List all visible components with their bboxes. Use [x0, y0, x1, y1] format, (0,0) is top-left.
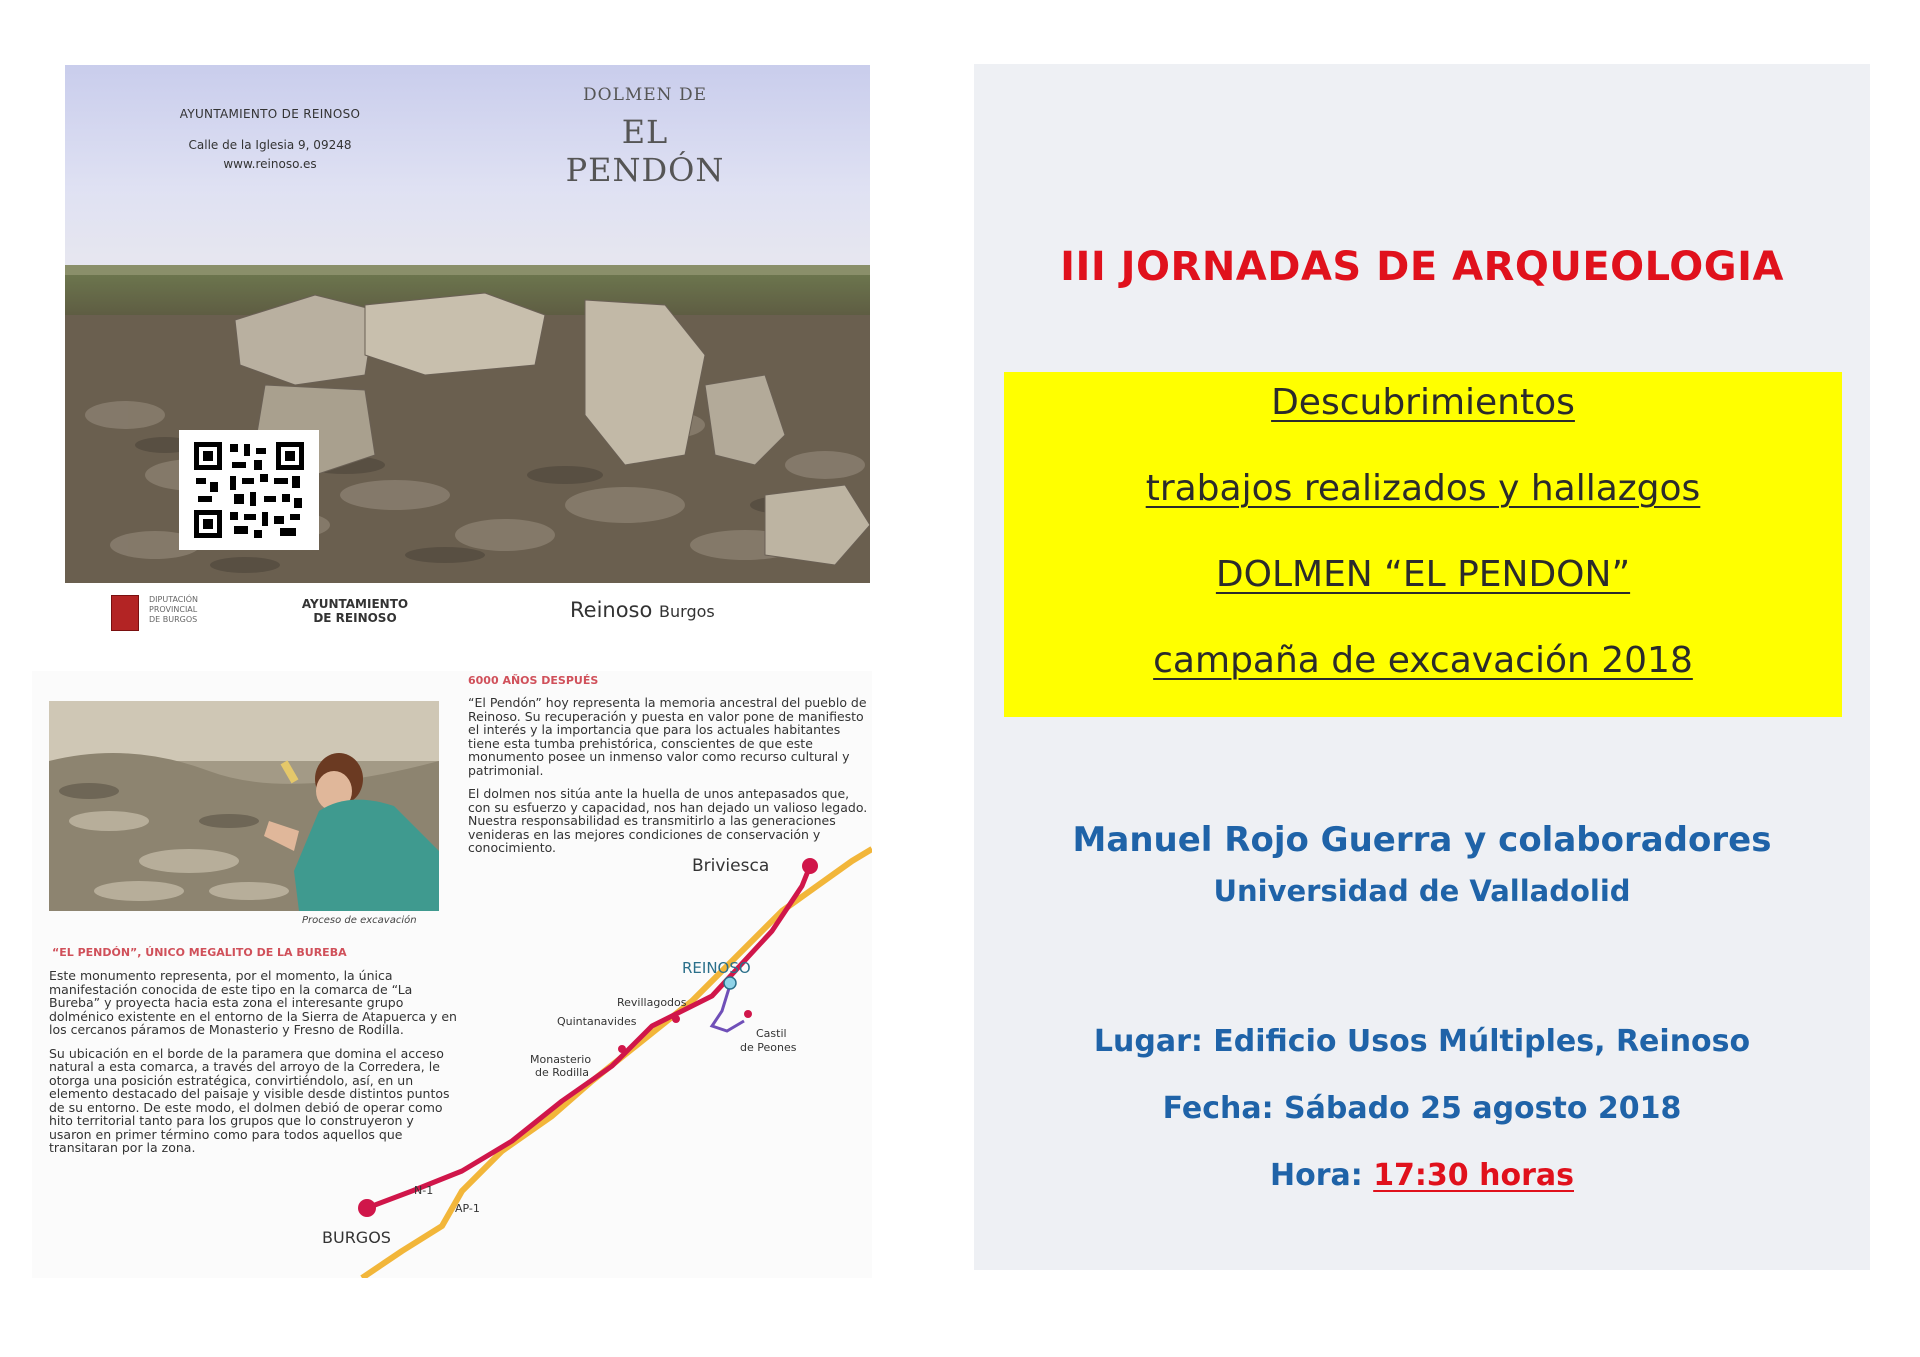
- qr-code[interactable]: [179, 430, 319, 550]
- paragraph: “El Pendón” hoy representa la memoria ancestral del pueblo de Reinoso. Su recuperación y puesta en valor pone de manifiesto el interés y la importancia que para los actuales habitantes tiene esta tumba prehistórica, conscientes de que este monumento posee un inmenso valor como recurso cultural y patrimonial.: [468, 695, 867, 778]
- map-label-revillagodos: Revillagodos: [617, 996, 687, 1009]
- address-title: AYUNTAMIENTO DE REINOSO: [179, 107, 361, 121]
- map-label-n1: N-1: [414, 1184, 434, 1197]
- section-heading-6000: 6000 AÑOS DESPUÉS: [468, 674, 599, 687]
- address-street: Calle de la Iglesia 9, 09248: [188, 138, 352, 152]
- monasterio-marker: [618, 1045, 626, 1053]
- map-label-castil-2: de Peones: [740, 1041, 797, 1054]
- map-label-reinoso: REINOSO: [682, 959, 751, 977]
- dolmen-title-line1: DOLMEN DE: [583, 85, 707, 105]
- diputacion-crest-icon: [111, 595, 139, 631]
- event-time-value: 17:30 horas: [1373, 1158, 1574, 1193]
- photo-caption: Proceso de excavación: [302, 915, 417, 926]
- speaker-affiliation: Universidad de Valladolid: [1213, 874, 1631, 908]
- map-label-briviesca: Briviesca: [692, 856, 770, 876]
- dolmen-title-line2: EL: [621, 113, 669, 151]
- route-map: [32, 671, 872, 1278]
- map-label-monasterio-2: de Rodilla: [535, 1066, 590, 1079]
- paragraph: Este monumento representa, por el momento, la única manifestación conocida de este tipo en la comarca de “La Bureba” y proyecta hacia esta zona el interesante grupo dolménico existente en el entorno de la Sierra de Atapuerca y en los cercanos páramos de Monasterio y Fresno de Rodilla.: [49, 968, 457, 1037]
- dolmen-title: [515, 85, 775, 189]
- event-poster: [974, 64, 1870, 1270]
- burgos-marker: [358, 1199, 376, 1217]
- paragraph: Su ubicación en el borde de la paramera que domina el acceso natural a esta comarca, a través del arroyo de la Corredera, le otorga una posición estratégica, convirtiéndolo, así, en un elemento destacado del paisaje y visible desde distintos puntos de su entorno. De este modo, el dolmen debió de operar como hito territorial tanto para los grupos que lo construyeron y usaron en primer término como para todos aquellos que transitaran por la zona.: [49, 1045, 450, 1155]
- map-label-quintanavides: Quintanavides: [557, 1015, 637, 1028]
- reinoso-marker: [724, 977, 736, 989]
- topic-line-3: DOLMEN “EL PENDON”: [1215, 554, 1631, 595]
- brochure-cover: [65, 65, 870, 647]
- diputacion-label: DIPUTACIÓN PROVINCIAL DE BURGOS: [149, 595, 199, 624]
- address-web: www.reinoso.es: [223, 157, 317, 171]
- topic-line-2: trabajos realizados y hallazgos: [1145, 468, 1701, 509]
- topic-box: [1004, 372, 1842, 717]
- brochure-inside: [32, 671, 872, 1278]
- section-heading-megalito: “EL PENDÓN”, ÚNICO MEGALITO DE LA BUREBA: [52, 946, 347, 959]
- topic-line-4: campaña de excavación 2018: [1153, 640, 1693, 681]
- address-block: [120, 105, 420, 174]
- castil-marker: [744, 1010, 752, 1018]
- speaker-name: Manuel Rojo Guerra y colaboradores: [1072, 820, 1772, 860]
- topic-line-1: Descubrimientos: [1271, 382, 1575, 423]
- ayuntamiento-label: AYUNTAMIENTO DE REINOSO: [301, 597, 409, 625]
- map-label-monasterio: Monasterio: [530, 1053, 592, 1066]
- reinoso-burgos-label: Reinoso Burgos: [570, 598, 715, 622]
- map-label-burgos: BURGOS: [322, 1228, 391, 1247]
- paragraph: El dolmen nos sitúa ante la huella de unos antepasados que, con su esfuerzo y capacidad, nos han dejado un valioso legado. Nuestra responsabilidad es transmitirlo a las generaciones venideras en las mejores condiciones de conservación y conocimiento.: [468, 786, 868, 855]
- dolmen-title-line3: PENDÓN: [565, 151, 725, 189]
- quintanavides-marker: [672, 1015, 680, 1023]
- event-title: III JORNADAS DE ARQUEOLOGIA: [1060, 244, 1784, 290]
- qr-code-icon: [194, 442, 304, 538]
- map-label-castil: Castil: [756, 1027, 787, 1040]
- event-date: Fecha: Sábado 25 agosto 2018: [1162, 1091, 1682, 1126]
- event-location: Lugar: Edificio Usos Múltiples, Reinoso: [1093, 1024, 1751, 1059]
- map-label-ap1: AP-1: [455, 1202, 480, 1215]
- n1-road: [367, 866, 810, 1208]
- briviesca-marker: [802, 858, 818, 874]
- event-time-label: Hora:: [1269, 1158, 1374, 1193]
- cover-footer: [65, 583, 870, 647]
- event-time: [974, 1158, 1870, 1193]
